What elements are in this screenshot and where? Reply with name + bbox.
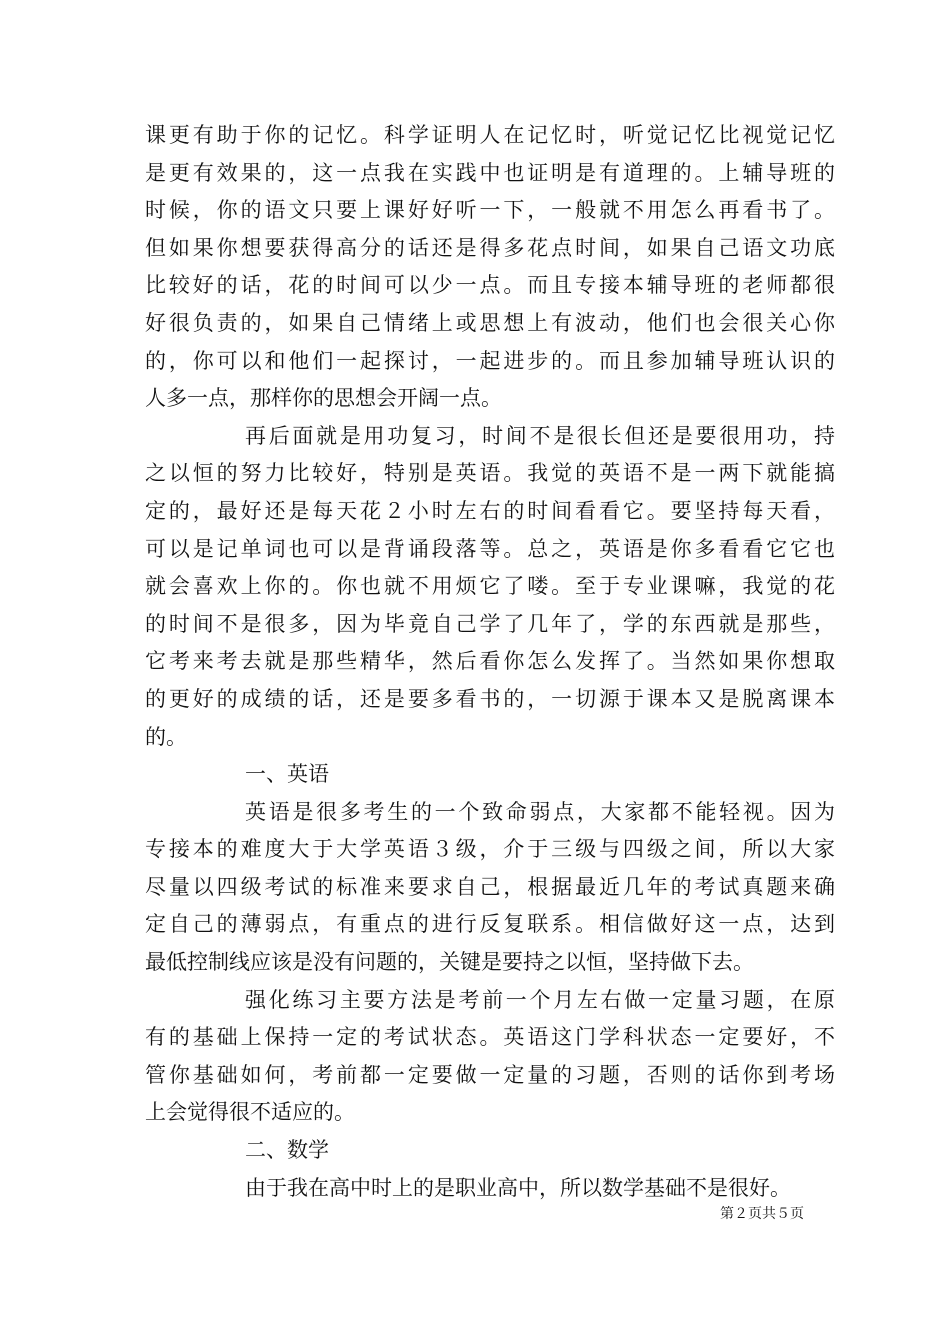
text-line: 就会喜欢上你的。你也就不用烦它了喽。至于专业课嘛，我觉的花 — [145, 574, 835, 599]
paragraph-start-line: 再后面就是用功复习，时间不是很长但还是要很用功，持 — [245, 423, 835, 448]
section-heading-math: 二、数学 — [245, 1138, 329, 1163]
text-line: 比较好的话，花的时间可以少一点。而且专接本辅导班的老师都很 — [145, 273, 835, 298]
text-line: 管你基础如何，考前都一定要做一定量的习题，否则的话你到考场 — [145, 1062, 835, 1087]
paragraph-start-line: 英语是很多考生的一个致命弱点，大家都不能轻视。因为 — [245, 799, 835, 824]
text-line: 定自己的薄弱点，有重点的进行反复联系。相信做好这一点，达到 — [145, 912, 835, 937]
text-line: 之以恒的努力比较好，特别是英语。我觉的英语不是一两下就能搞 — [145, 461, 835, 486]
text-line: 好很负责的，如果自己情绪上或思想上有波动，他们也会很关心你 — [145, 310, 835, 335]
text-line: 可以是记单词也可以是背诵段落等。总之，英语是你多看看它它也 — [145, 536, 835, 561]
text-line: 的时间不是很多，因为毕竟自己学了几年了，学的东西就是那些， — [145, 611, 835, 636]
paragraph-start-line: 由于我在高中时上的是职业高中，所以数学基础不是很好。 — [245, 1175, 791, 1200]
text-line: 的更好的成绩的话，还是要多看书的，一切源于课本又是脱离课本 — [145, 686, 835, 711]
text-line: 它考来考去就是那些精华，然后看你怎么发挥了。当然如果你想取 — [145, 649, 835, 674]
text-line: 有的基础上保持一定的考试状态。英语这门学科状态一定要好，不 — [145, 1025, 835, 1050]
text-line: 的。 — [145, 724, 187, 749]
text-line: 但如果你想要获得高分的话还是得多花点时间，如果自己语文功底 — [145, 235, 835, 260]
text-line: 尽量以四级考试的标准来要求自己，根据最近几年的考试真题来确 — [145, 874, 835, 899]
text-line: 人多一点，那样你的思想会开阔一点。 — [145, 386, 502, 411]
text-line: 的，你可以和他们一起探讨，一起进步的。而且参加辅导班认识的 — [145, 348, 835, 373]
page-number-footer: 第２页共５页 — [720, 1206, 804, 1222]
text-line: 专接本的难度大于大学英语３级，介于三级与四级之间，所以大家 — [145, 837, 835, 862]
text-line: 时候，你的语文只要上课好好听一下，一般就不用怎么再看书了。 — [145, 198, 835, 223]
text-line: 定的，最好还是每天花２小时左右的时间看看它。要坚持每天看， — [145, 498, 835, 523]
section-heading-english: 一、英语 — [245, 762, 329, 787]
body-text — [145, 117, 835, 1207]
text-line: 课更有助于你的记忆。科学证明人在记忆时，听觉记忆比视觉记忆 — [145, 123, 835, 147]
text-line: 上会觉得很不适应的。 — [145, 1100, 355, 1125]
text-line: 是更有效果的，这一点我在实践中也证明是有道理的。上辅导班的 — [145, 160, 835, 185]
text-line: 最低控制线应该是没有问题的，关键是要持之以恒，坚持做下去。 — [145, 950, 754, 975]
paragraph-start-line: 强化练习主要方法是考前一个月左右做一定量习题，在原 — [245, 987, 835, 1012]
